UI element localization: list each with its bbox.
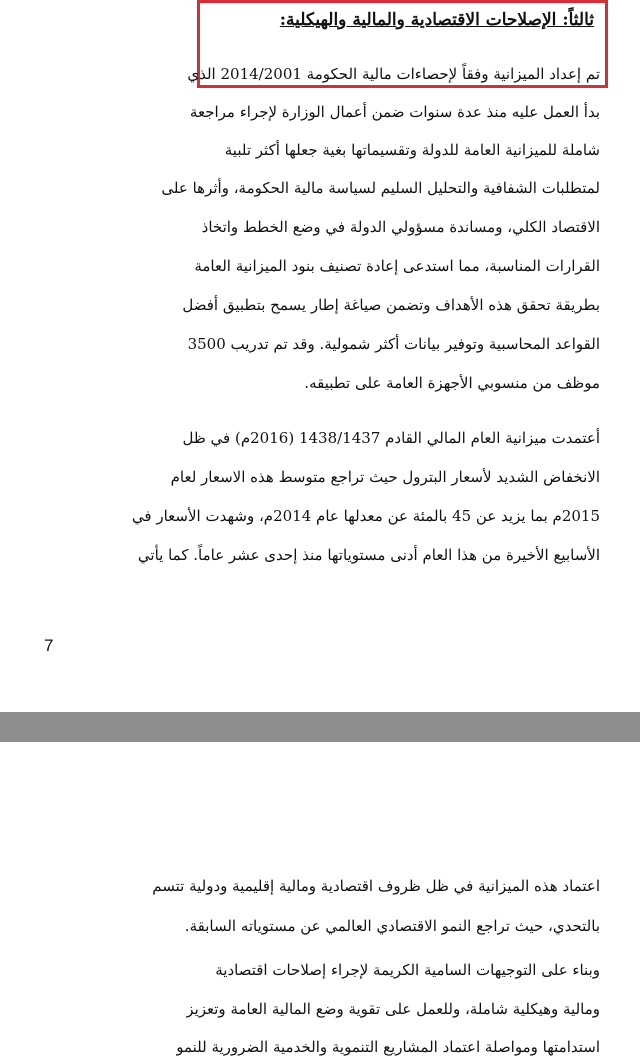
paragraph-line: موظف من منسوبي الأجهزة العامة على تطبيقه.: [304, 374, 600, 392]
paragraph-line: بالتحدي، حيث تراجع النمو الاقتصادي العالمي عن مستوياته السابقة.: [184, 917, 600, 935]
paragraph-line: اعتماد هذه الميزانية في ظل ظروف اقتصادية ومالية إقليمية ودولية تتسم: [152, 877, 600, 895]
document-page-8: [0, 742, 640, 1059]
paragraph-line: شاملة للميزانية العامة للدولة وتقسيماتها بغية جعلها أكثر تلبية: [224, 141, 600, 159]
paragraph-line: 2015م بما يزيد عن 45 بالمئة عن معدلها عام 2014م، وشهدت الأسعار في: [131, 507, 600, 525]
page-number: 7: [44, 636, 54, 655]
paragraph-line: ومالية وهيكلية شاملة، وللعمل على تقوية وضع المالية العامة وتعزيز: [186, 1000, 600, 1018]
paragraph-line: القرارات المناسبة، مما استدعى إعادة تصنيف بنود الميزانية العامة: [194, 257, 600, 275]
paragraph-line: الأسابيع الأخيرة من هذا العام أدنى مستوياتها منذ إحدى عشر عاماً. كما يأتي: [137, 546, 600, 564]
page-separator: [0, 712, 640, 742]
paragraph-line: استدامتها ومواصلة اعتماد المشاريع التنموية والخدمية الضرورية للنمو: [176, 1038, 600, 1056]
section-heading: ثالثاً: الإصلاحات الاقتصادية والمالية والهيكلية:: [279, 10, 594, 30]
paragraph-line: تم إعداد الميزانية وفقاً لإحصاءات مالية الحكومة 2014/2001 الذي: [187, 65, 600, 83]
paragraph-line: بطريقة تحقق هذه الأهداف وتضمن صياغة إطار يسمح بتطبيق أفضل: [182, 296, 600, 314]
paragraph-line: وبناء على التوجيهات السامية الكريمة لإجراء إصلاحات اقتصادية: [215, 961, 600, 979]
paragraph-line: الانخفاض الشديد لأسعار البترول حيث تراجع متوسط هذه الاسعار لعام: [170, 468, 600, 486]
paragraph-line: القواعد المحاسبية وتوفير بيانات أكثر شمولية. وقد تم تدريب 3500: [187, 335, 600, 353]
paragraph-line: الاقتصاد الكلي، ومساندة مسؤولي الدولة في وضع الخطط واتخاذ: [201, 218, 600, 236]
paragraph-line: لمتطلبات الشفافية والتحليل السليم لسياسة مالية الحكومة، وأثرها على: [161, 179, 600, 197]
paragraph-line: بدأ العمل عليه منذ عدة سنوات ضمن أعمال الوزارة لإجراء مراجعة: [189, 103, 600, 121]
paragraph-line: أعتمدت ميزانية العام المالي القادم 1438/1437 (2016م) في ظل: [182, 429, 600, 447]
